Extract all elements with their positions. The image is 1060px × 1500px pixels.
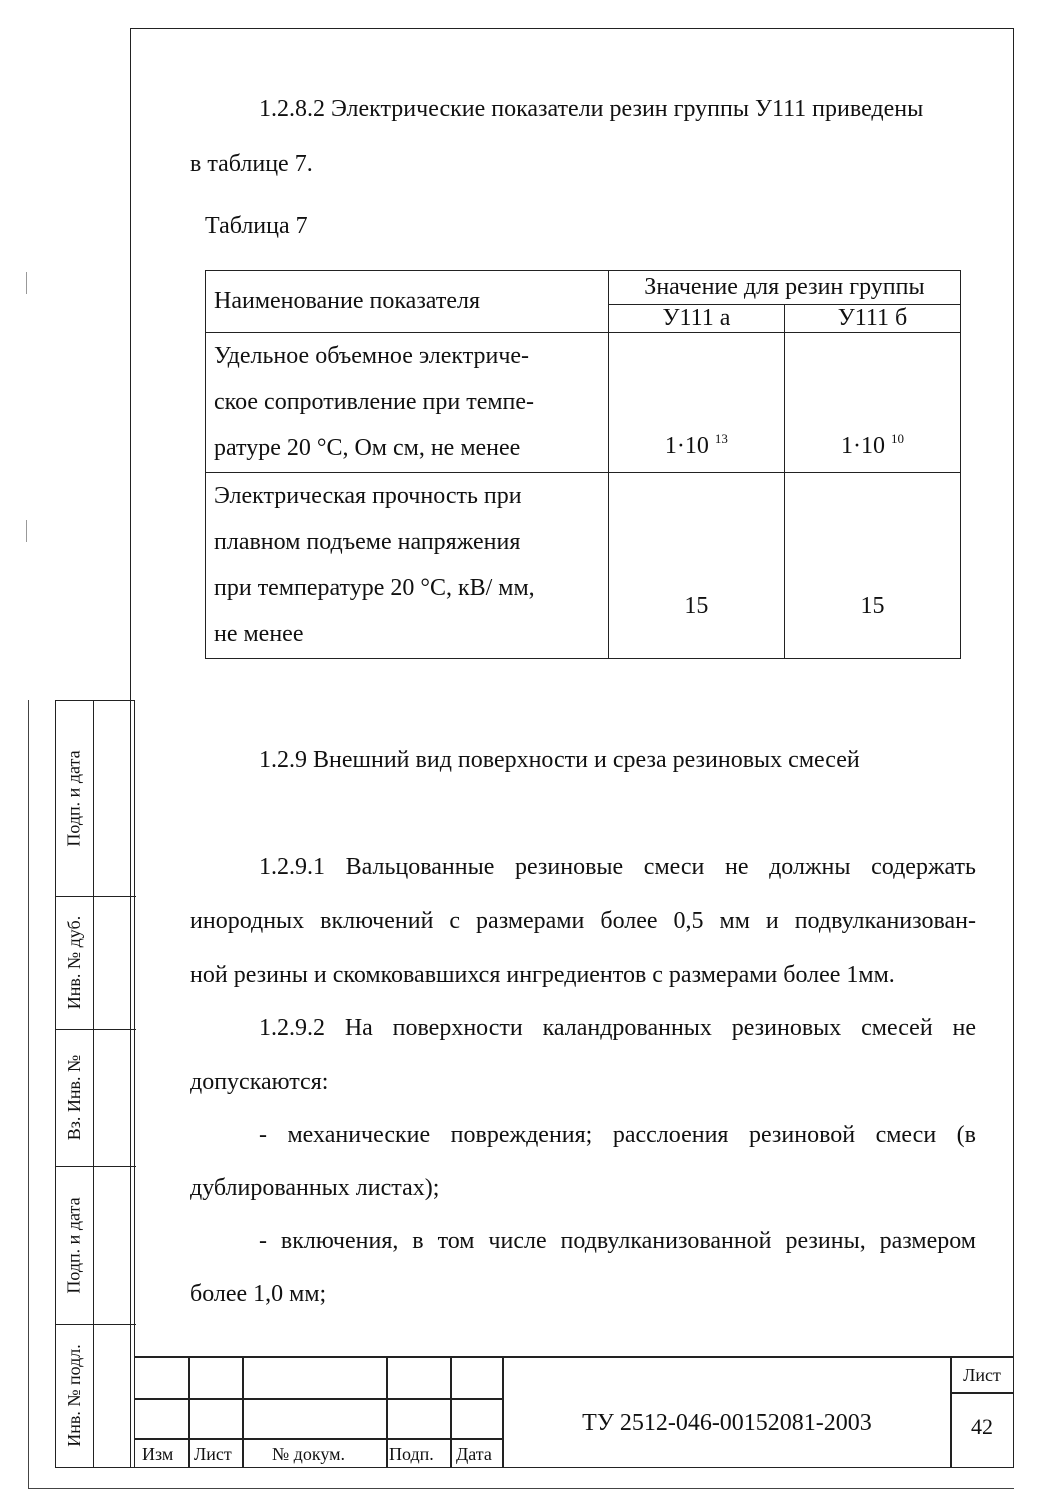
paragraph-1291-line3: ной резины и скомковавшихся ингредиентов с размерами более 1мм. [190, 962, 895, 988]
side-stamp-divider [93, 701, 94, 1467]
row2-name-line: при температуре 20 °С, кВ/ мм, [214, 575, 535, 601]
tb-vline [188, 1356, 190, 1468]
document-designation: ТУ 2512-046-00152081-2003 [582, 1410, 872, 1436]
side-field-podp-data-2 [56, 1166, 93, 1324]
header-name-cell [206, 271, 609, 333]
bullet1-line1: - механические повреждения; расслоения резиновой смеси (в [259, 1122, 976, 1148]
section-heading-129: 1.2.9 Внешний вид поверхности и среза резиновых смесей [259, 747, 860, 773]
table-row [206, 333, 961, 473]
tb-label-list: Лист [194, 1444, 232, 1464]
row1-value-b [784, 333, 960, 473]
table-7 [205, 270, 961, 659]
tb-label-data: Дата [456, 1444, 492, 1464]
tb-label-izm: Изм [142, 1444, 174, 1464]
paragraph-1292-line1: 1.2.9.2 На поверхности каландрованных резиновых смесей не [259, 1015, 976, 1041]
paragraph-1291-line2: инородных включений с размерами более 0,5 мм и подвулканизован- [190, 908, 976, 934]
row2-value-b: 15 [784, 473, 960, 659]
row1-b-base: 1·10 [840, 433, 885, 459]
tb-vline [450, 1356, 452, 1468]
scan-mark [26, 520, 27, 542]
bullet2-line1: - включения, в том числе подвулканизованной резины, размером [259, 1228, 976, 1254]
header-group: Значение для резин группы [644, 274, 925, 300]
row1-a-base: 1·10 [664, 433, 709, 459]
tb-border-top [134, 1356, 1014, 1358]
tb-hline [950, 1392, 1014, 1394]
sheet-number: 42 [971, 1414, 993, 1439]
sheet-label: Лист [963, 1365, 1001, 1385]
row1-a-exponent: 13 [714, 431, 728, 446]
table-row [206, 473, 961, 659]
paragraph-1282-line2: в таблице 7. [190, 151, 313, 177]
side-field-vz-inv [56, 1029, 93, 1166]
tb-label-podp: Подп. [389, 1444, 434, 1464]
side-label: Вз. Инв. № [64, 1054, 85, 1141]
row1-name-line: Удельное объемное электриче- [214, 343, 530, 369]
side-label: Подп. и дата [64, 1196, 85, 1294]
outer-border-left [28, 700, 29, 1488]
paragraph-1282-line1: 1.2.8.2 Электрические показатели резин группы У111 приведены [259, 96, 924, 122]
side-label: Инв. № дуб. [64, 915, 85, 1010]
paragraph-1292-line2: допускаются: [190, 1069, 329, 1095]
bullet1-line2: дублированных листах); [190, 1175, 440, 1201]
side-field-inv-dub [56, 896, 93, 1029]
row2-name-line: не менее [214, 621, 304, 647]
row2-value-a: 15 [608, 473, 784, 659]
table-caption: Таблица 7 [205, 213, 308, 239]
row1-value-a [608, 333, 784, 473]
tb-vline [242, 1356, 244, 1468]
header-name: Наименование показателя [214, 288, 480, 314]
table-header-row [206, 271, 961, 305]
row1-b-exponent: 10 [890, 431, 904, 446]
row1-name-line: ское сопротивление при темпе- [214, 389, 535, 415]
row2-name-line: Электрическая прочность при [214, 483, 522, 509]
col-b-header: У111 б [784, 305, 960, 333]
row1-name-line: ратуре 20 °С, Ом см, не менее [214, 435, 521, 461]
outer-border-bottom [28, 1488, 1014, 1489]
side-field-inv-podl [56, 1324, 93, 1467]
side-field-podp-data [56, 701, 93, 896]
header-group-cell [608, 271, 960, 305]
tb-label-dokum: № докум. [272, 1444, 345, 1464]
paragraph-1291-line1: 1.2.9.1 Вальцованные резиновые смеси не должны содержать [259, 854, 976, 880]
side-label: Подп. и дата [64, 750, 85, 847]
side-label: Инв. № подл. [64, 1344, 84, 1447]
row2-name [206, 473, 609, 659]
scan-mark [26, 272, 27, 294]
bullet2-line2: более 1,0 мм; [190, 1281, 327, 1307]
row1-name [206, 333, 609, 473]
side-stamp [55, 700, 135, 1468]
tb-vline [386, 1356, 388, 1468]
title-block [134, 1356, 1014, 1468]
col-a-header: У111 а [608, 305, 784, 333]
row2-name-line: плавном подъеме напряжения [214, 529, 521, 555]
